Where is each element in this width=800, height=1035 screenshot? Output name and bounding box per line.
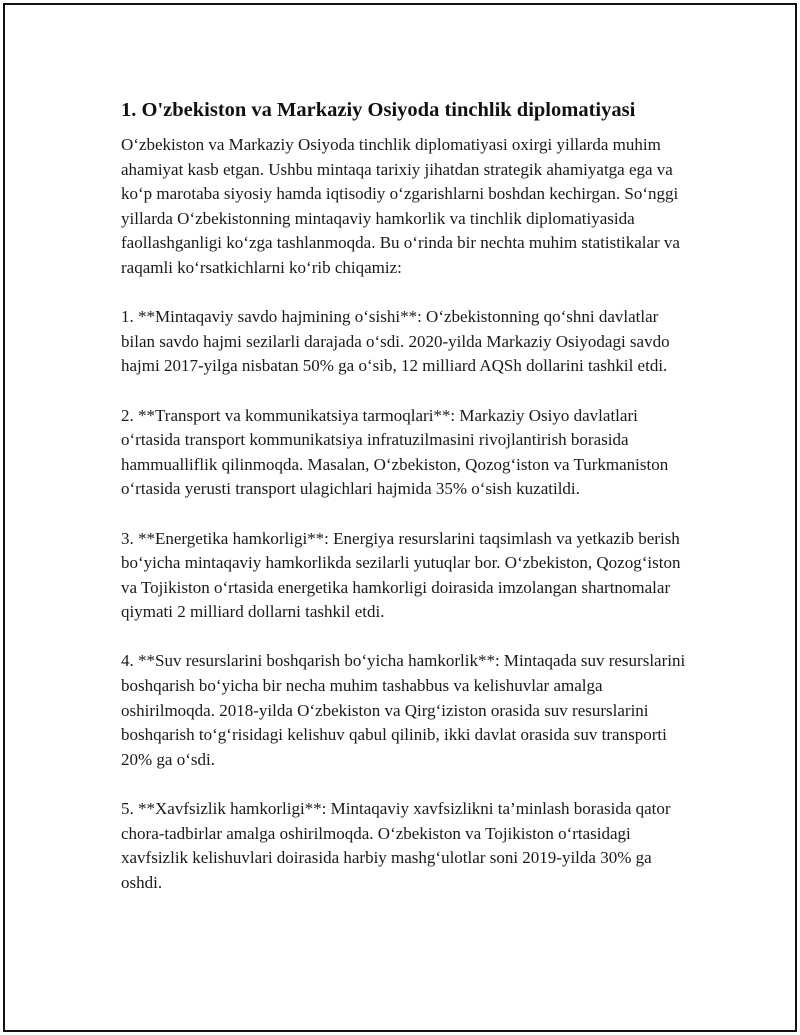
document-body: [121, 97, 696, 895]
intro-paragraph: O‘zbekiston va Markaziy Osiyoda tinchlik diplomatiyasi oxirgi yillarda muhim ahamiyat kasb etgan. Ushbu mintaqa tarixiy jihatdan strategik ahamiyatga ega va ko‘p marotaba siyosiy hamda iqtisodiy o‘zgarishlarni boshdan kechirgan. So‘nggi yillarda O‘zbekistonning mintaqaviy hamkorlik va tinchlik diplomatiyasida faollashganligi ko‘zga tashlanmoqda. Bu o‘rinda bir nechta muhim statistikalar va raqamli ko‘rsatkichlarni ko‘rib chiqamiz:: [121, 135, 680, 277]
point-paragraph-5: 5. **Xavfsizlik hamkorligi**: Mintaqaviy xavfsizlikni ta’minlash borasida qator chora-tadbirlar amalga oshirilmoqda. O‘zbekiston va Tojikiston o‘rtasidagi xavfsizlik kelishuvlari doirasida harbiy mashg‘ulotlar soni 2019-yilda 30% ga oshdi.: [121, 799, 671, 892]
document-page: [3, 3, 797, 1032]
document-title: 1. O'zbekiston va Markaziy Osiyoda tinchlik diplomatiyasi: [121, 99, 636, 121]
point-paragraph-2: 2. **Transport va kommunikatsiya tarmoqlari**: Markaziy Osiyo davlatlari o‘rtasida transport kommunikatsiya infratuzilmasini rivojlantirish borasida hammualliflik qilinmoqda. Masalan, O‘zbekiston, Qozog‘iston va Turkmaniston o‘rtasida yerusti transport ulagichlari hajmida 35% o‘sish kuzatildi.: [121, 405, 669, 499]
point-paragraph-3: 3. **Energetika hamkorligi**: Energiya resurslarini taqsimlash va yetkazib berish bo‘yicha mintaqaviy hamkorlikda sezilarli yutuqlar bor. O‘zbekiston, Qozog‘iston va Tojikiston o‘rtasida energetika hamkorligi doirasida imzolangan shartnomalar qiymati 2 milliard dollarni tashkil etdi.: [121, 528, 681, 622]
point-paragraph-1: 1. **Mintaqaviy savdo hajmining o‘sishi**: O‘zbekistonning qo‘shni davlatlar bilan savdo hajmi sezilarli darajada o‘sdi. 2020-yilda Markaziy Osiyodagi savdo hajmi 2017-yilga nisbatan 50% ga o‘sib, 12 milliard AQSh dollarini tashkil etdi.: [121, 307, 670, 376]
point-paragraph-4: 4. **Suv resurslarini boshqarish bo‘yicha hamkorlik**: Mintaqada suv resurslarini boshqarish bo‘yicha bir necha muhim tashabbus va kelishuvlar amalga oshirilmoqda. 2018-yilda O‘zbekiston va Qirg‘iziston orasida suv resurslarini boshqarish to‘g‘risidagi kelishuv qabul qilinib, ikki davlat orasida suv transporti 20% ga o‘sdi.: [121, 651, 686, 769]
